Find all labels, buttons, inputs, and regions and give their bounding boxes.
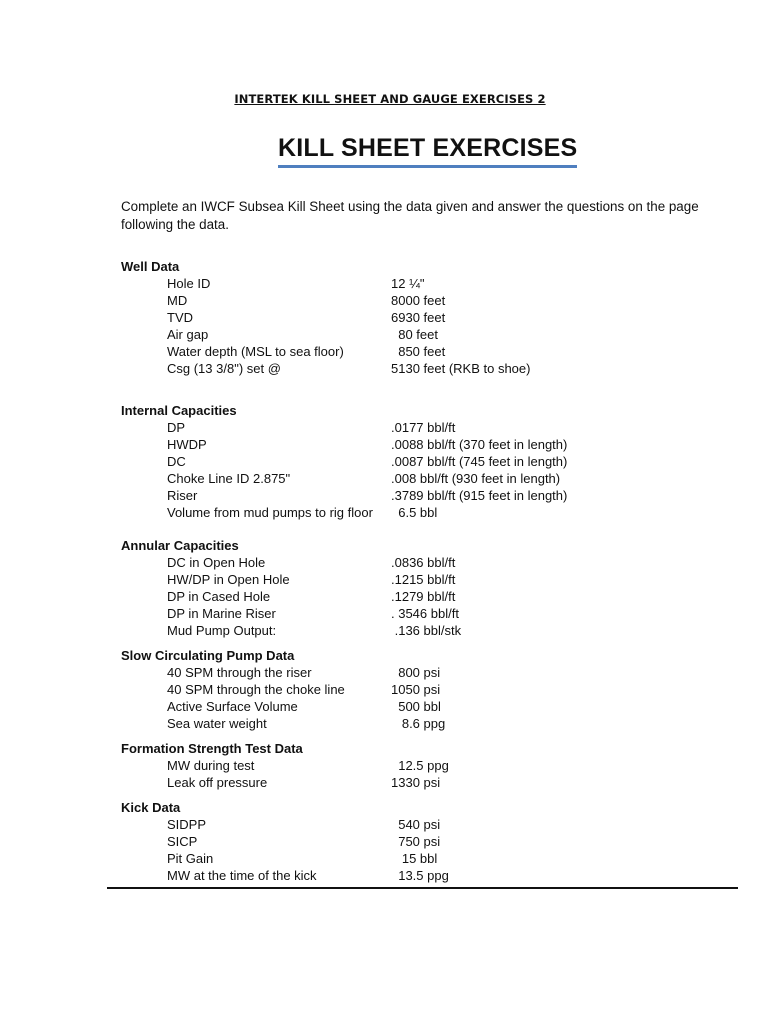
data-row (121, 664, 741, 681)
intro-paragraph: Complete an IWCF Subsea Kill Sheet using the data given and answer the questions on the page following the data. (121, 199, 699, 232)
row-value: 750 psi (391, 834, 441, 849)
row-value: 13.5 ppg (391, 868, 449, 883)
row-label: TVD (167, 310, 193, 325)
section-heading: Internal Capacities (121, 403, 237, 418)
row-label: 40 SPM through the riser (167, 665, 312, 680)
row-label: Pit Gain (167, 851, 214, 866)
data-row (121, 436, 741, 453)
row-value: 12 ¼" (391, 276, 425, 291)
row-label: DP (167, 420, 186, 435)
row-value: .1279 bbl/ft (391, 589, 456, 604)
row-value: 540 psi (391, 817, 441, 832)
row-label: MD (167, 293, 188, 308)
row-label: DP in Cased Hole (167, 589, 271, 604)
section-formation-strength-test-data (121, 740, 741, 791)
row-label: HW/DP in Open Hole (167, 572, 290, 587)
row-value: 850 feet (391, 344, 446, 359)
data-row (121, 867, 741, 884)
data-row (121, 487, 741, 504)
document-header-title: INTERTEK KILL SHEET AND GAUGE EXERCISES 2 (234, 92, 546, 106)
data-row (121, 275, 741, 292)
row-value: . 3546 bbl/ft (391, 606, 459, 621)
row-label: Leak off pressure (167, 775, 268, 790)
row-label: DP in Marine Riser (167, 606, 276, 621)
bottom-divider (107, 887, 738, 889)
row-value: .136 bbl/stk (391, 623, 462, 638)
row-value: 15 bbl (391, 851, 438, 866)
data-row (121, 605, 741, 622)
data-row (121, 360, 741, 377)
data-row (121, 343, 741, 360)
row-label: Riser (167, 488, 198, 503)
data-row (121, 715, 741, 732)
row-label: 40 SPM through the choke line (167, 682, 345, 697)
data-row (121, 588, 741, 605)
data-row (121, 833, 741, 850)
row-label: SIDPP (167, 817, 207, 832)
data-row (121, 470, 741, 487)
section-kick-data (121, 799, 741, 884)
row-value: .1215 bbl/ft (391, 572, 456, 587)
section-slow-circulating-pump-data (121, 647, 741, 732)
row-label: Hole ID (167, 276, 211, 291)
section-heading: Formation Strength Test Data (121, 741, 303, 756)
data-row (121, 850, 741, 867)
row-value: .008 bbl/ft (930 feet in length) (391, 471, 561, 486)
row-value: 8000 feet (391, 293, 446, 308)
data-row (121, 622, 741, 639)
row-label: Choke Line ID 2.875" (167, 471, 291, 486)
section-heading: Kick Data (121, 800, 181, 815)
data-row (121, 774, 741, 791)
row-value: 5130 feet (RKB to shoe) (391, 361, 531, 376)
row-label: Active Surface Volume (167, 699, 298, 714)
row-value: 80 feet (391, 327, 438, 342)
row-label: DC (167, 454, 186, 469)
data-row (121, 681, 741, 698)
data-row (121, 504, 741, 521)
row-label: Csg (13 3/8") set @ (167, 361, 281, 376)
row-label: SICP (167, 834, 198, 849)
row-label: MW during test (167, 758, 255, 773)
row-value: .0177 bbl/ft (391, 420, 456, 435)
row-value: .0087 bbl/ft (745 feet in length) (391, 454, 568, 469)
section-well-data (121, 258, 741, 377)
row-value: 12.5 ppg (391, 758, 449, 773)
data-row (121, 816, 741, 833)
data-row (121, 757, 741, 774)
section-heading: Slow Circulating Pump Data (121, 648, 295, 663)
section-heading: Well Data (121, 259, 180, 274)
row-label: DC in Open Hole (167, 555, 266, 570)
row-value: 1050 psi (391, 682, 441, 697)
row-label: MW at the time of the kick (167, 868, 317, 883)
data-row (121, 292, 741, 309)
data-row (121, 554, 741, 571)
row-label: HWDP (167, 437, 207, 452)
row-label: Volume from mud pumps to rig floor (167, 505, 373, 520)
row-value: 6930 feet (391, 310, 446, 325)
row-label: Water depth (MSL to sea floor) (167, 344, 344, 359)
row-value: .0088 bbl/ft (370 feet in length) (391, 437, 568, 452)
row-label: Mud Pump Output: (167, 623, 277, 638)
row-value: 6.5 bbl (391, 505, 438, 520)
row-value: 800 psi (391, 665, 441, 680)
data-row (121, 453, 741, 470)
row-value: .0836 bbl/ft (391, 555, 456, 570)
row-value: 8.6 ppg (391, 716, 446, 731)
row-value: .3789 bbl/ft (915 feet in length) (391, 488, 568, 503)
row-value: 500 bbl (391, 699, 441, 714)
data-row (121, 309, 741, 326)
row-label: Air gap (167, 327, 209, 342)
row-value: 1330 psi (391, 775, 441, 790)
data-row (121, 419, 741, 436)
page-title: KILL SHEET EXERCISES (278, 133, 577, 168)
data-row (121, 698, 741, 715)
data-row (121, 571, 741, 588)
section-annular-capacities (121, 537, 741, 639)
section-internal-capacities (121, 402, 741, 521)
row-label: Sea water weight (167, 716, 267, 731)
data-row (121, 326, 741, 343)
section-heading: Annular Capacities (121, 538, 239, 553)
